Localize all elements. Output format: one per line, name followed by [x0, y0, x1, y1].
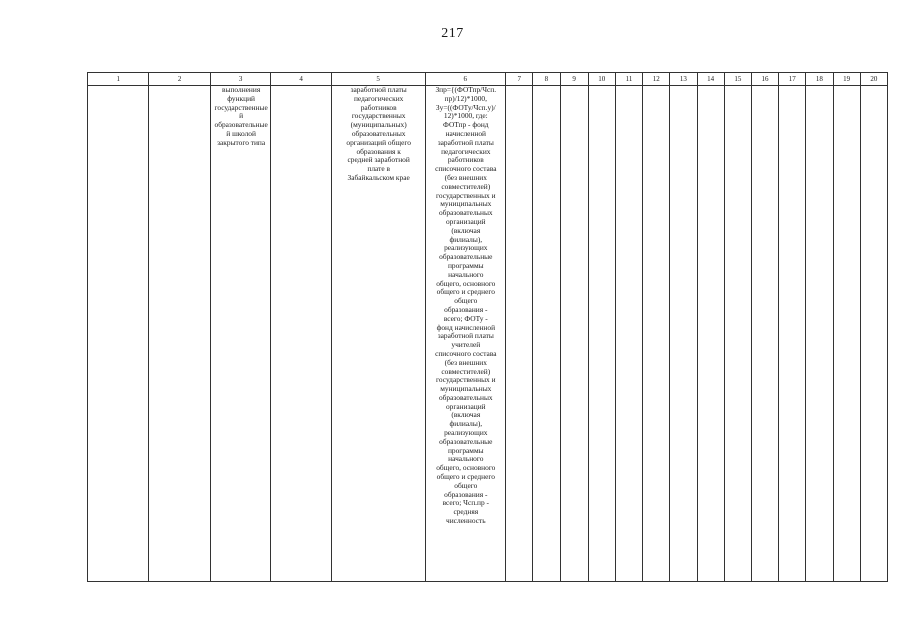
table-cell-col4 [271, 86, 331, 582]
table-cell-col3 [210, 86, 270, 582]
table-row [88, 86, 888, 582]
column-header: 13 [670, 73, 697, 86]
column-header: 1 [88, 73, 149, 86]
column-header: 19 [833, 73, 860, 86]
table-cell-col18 [806, 86, 833, 582]
table-cell-col7 [506, 86, 533, 582]
column-header: 15 [724, 73, 751, 86]
column-header: 4 [271, 73, 331, 86]
column-header: 8 [533, 73, 560, 86]
table-cell-col5 [331, 86, 425, 582]
column-header: 2 [149, 73, 210, 86]
table-cell-col19 [833, 86, 860, 582]
table-cell-col2 [149, 86, 210, 582]
header-row [88, 73, 888, 86]
table-cell-col9 [560, 86, 588, 582]
column-header: 18 [806, 73, 833, 86]
formula-text: Зпр={(ФОТпр/Чсп. пр)/12)*1000, Зу=((ФОТу/Чсп.у)/ 12)*1000, где: ФОТпр - фонд начисленной заработной платы педагогических работников списочного состава (без внешних совместителей) государственных и муниципальных образовательных организаций (включая филиалы), реализующих образовательные программы начального общего, основного общего и среднего общего образования - всего; ФОТу - фонд начисленной заработной платы учителей списочного состава (без внешних совместителей) государственных и муниципальных образовательных организаций (включая филиалы), реализующих образовательные программы начального общего, основного общего и среднего общего образования - всего; Чсп.пр - средняя численность [435, 86, 497, 526]
table-cell-col14 [697, 86, 724, 582]
column-header: 9 [560, 73, 588, 86]
table-cell-col8 [533, 86, 560, 582]
table-cell-col6 [425, 86, 506, 582]
column-header: 5 [331, 73, 425, 86]
table-cell-col16 [751, 86, 778, 582]
page-number: 217 [441, 26, 464, 41]
table-cell-col20 [860, 86, 887, 582]
table-cell-col11 [615, 86, 642, 582]
column-header: 14 [697, 73, 724, 86]
table-cell-col10 [588, 86, 615, 582]
data-table [87, 72, 888, 582]
column-header: 17 [779, 73, 806, 86]
column-header: 6 [425, 73, 506, 86]
column-header: 7 [506, 73, 533, 86]
table-cell-col15 [724, 86, 751, 582]
institution-text: выполнения функций государственные й образовательные й школой закрытого типа [214, 86, 268, 147]
table-cell-col12 [643, 86, 670, 582]
column-header: 10 [588, 73, 615, 86]
column-header: 12 [643, 73, 670, 86]
column-header: 20 [860, 73, 887, 86]
table-cell-col17 [779, 86, 806, 582]
column-header: 3 [210, 73, 270, 86]
column-header: 16 [751, 73, 778, 86]
column-header: 11 [615, 73, 642, 86]
table-cell-col13 [670, 86, 697, 582]
table-cell-col1 [88, 86, 149, 582]
indicator-text: заработной платы педагогических работников государственных (муниципальных) образовательных организаций общего образования к средней заработной плате в Забайкальском крае [346, 86, 411, 182]
